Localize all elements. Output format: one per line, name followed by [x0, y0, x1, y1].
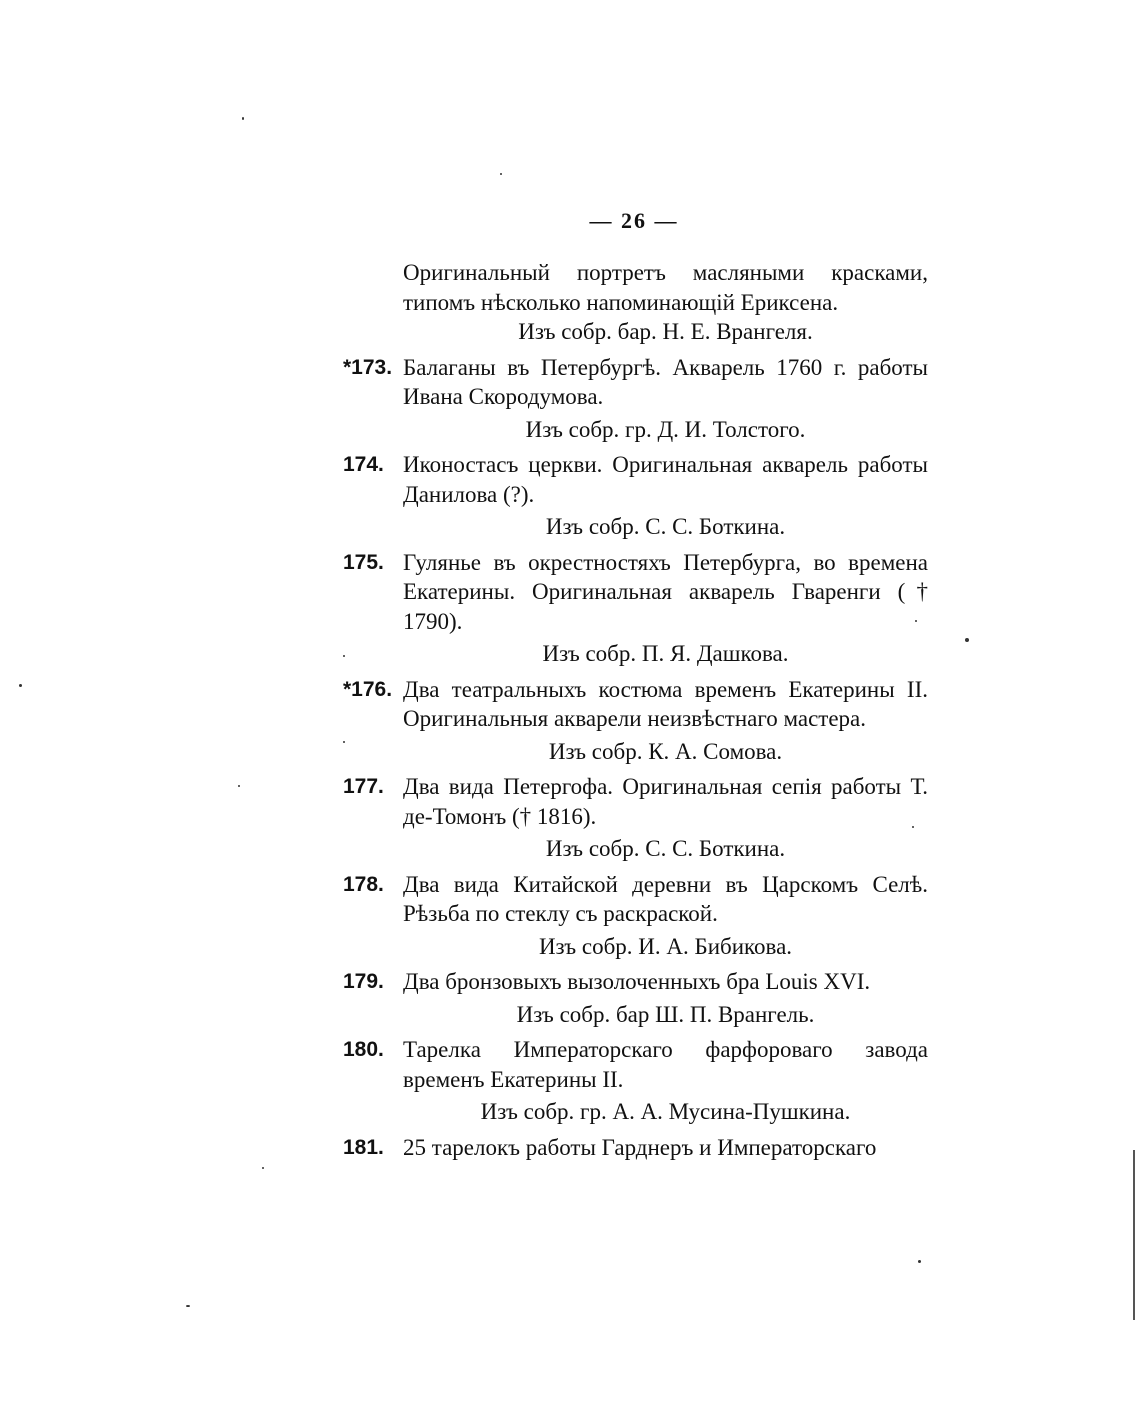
scan-speck	[343, 741, 345, 743]
entry-number: 178.	[343, 872, 384, 896]
catalog-text	[343, 258, 928, 1165]
scan-speck	[912, 826, 914, 828]
scan-speck	[965, 638, 969, 642]
entry-source: Изъ собр. гр. А. А. Мусина-Пушкина.	[480, 1099, 851, 1124]
entry-text: Два бронзовыхъ вызолоченныхъ бра Louis XVI.	[403, 969, 871, 994]
entry-source: Изъ собр. С. С. Боткина.	[545, 514, 786, 539]
entry-source: Изъ собр. П. Я. Дашкова.	[542, 641, 789, 666]
continuation-text: Оригинальный портретъ масляными красками, типомъ нѣсколько напоминающій Ериксена.	[403, 260, 928, 315]
catalog-entry-177	[343, 772, 928, 831]
catalog-entry-179	[343, 967, 928, 997]
scan-speck	[500, 173, 502, 175]
catalog-entry-181	[343, 1133, 928, 1163]
entry-text: Два вида Китайской деревни въ Царскомъ Селѣ. Рѣзьба по стеклу съ раскраской.	[403, 871, 928, 926]
entry-text: Гулянье въ окрестностяхъ Петербурга, во времена Екатерины. Оригинальная акварель Гваренги († 1790).	[403, 549, 928, 634]
catalog-entry-175	[343, 548, 928, 637]
entry-text: Два вида Петергофа. Оригинальная сепія работы Т. де-Томонъ († 1816).	[403, 774, 928, 829]
entry-text: Иконостасъ церкви. Оригинальная акварель работы Данилова (?).	[403, 452, 928, 507]
catalog-entry-174	[343, 450, 928, 509]
catalog-entry-178	[343, 870, 928, 929]
entry-text: Тарелка Императорскаго фарфороваго завода временъ Екатерины II.	[403, 1037, 928, 1092]
continuation-source: Изъ собр. бар. Н. Е. Врангеля.	[518, 319, 813, 344]
scan-speck	[262, 1167, 264, 1169]
scan-speck	[918, 1260, 921, 1263]
scan-speck	[238, 785, 240, 787]
entry-text: Два театральныхъ костюма временъ Екатерины II. Оригинальныя акварели неизвѣстнаго мастера.	[403, 676, 928, 731]
entry-number: *176.	[343, 677, 393, 701]
scan-speck	[915, 620, 917, 622]
catalog-entry-180	[343, 1035, 928, 1094]
page-edge-line	[1133, 1150, 1135, 1320]
entry-source: Изъ собр. К. А. Сомова.	[548, 738, 783, 764]
entry-source: Изъ собр. гр. Д. И. Толстого.	[525, 416, 806, 442]
scan-speck	[19, 684, 22, 687]
scan-speck	[242, 117, 244, 120]
catalog-entry-176	[343, 675, 928, 734]
page-number: — 26 —	[589, 208, 679, 233]
entry-number: 177.	[343, 775, 384, 798]
catalog-entry-173	[343, 353, 928, 412]
entry-text: 25 тарелокъ работы Гарднеръ и Императорскаго	[403, 1134, 877, 1160]
scan-speck	[343, 655, 345, 657]
entry-source: Изъ собр. И. А. Бибикова.	[538, 933, 793, 959]
entry-text: Балаганы въ Петербургѣ. Акварель 1760 г. работы Ивана Скородумова.	[403, 354, 928, 409]
entry-source: Изъ собр. бар Ш. П. Врангель.	[516, 1001, 815, 1027]
entry-source: Изъ собр. С. С. Боткина.	[545, 836, 786, 861]
entry-number: 181.	[343, 1135, 384, 1159]
entry-number: 179.	[343, 970, 384, 993]
entry-number: 180.	[343, 1038, 384, 1061]
entry-number: 175.	[343, 550, 384, 574]
entry-number: *173.	[343, 355, 393, 379]
scan-speck	[186, 1305, 190, 1307]
entry-number: 174.	[343, 453, 384, 476]
